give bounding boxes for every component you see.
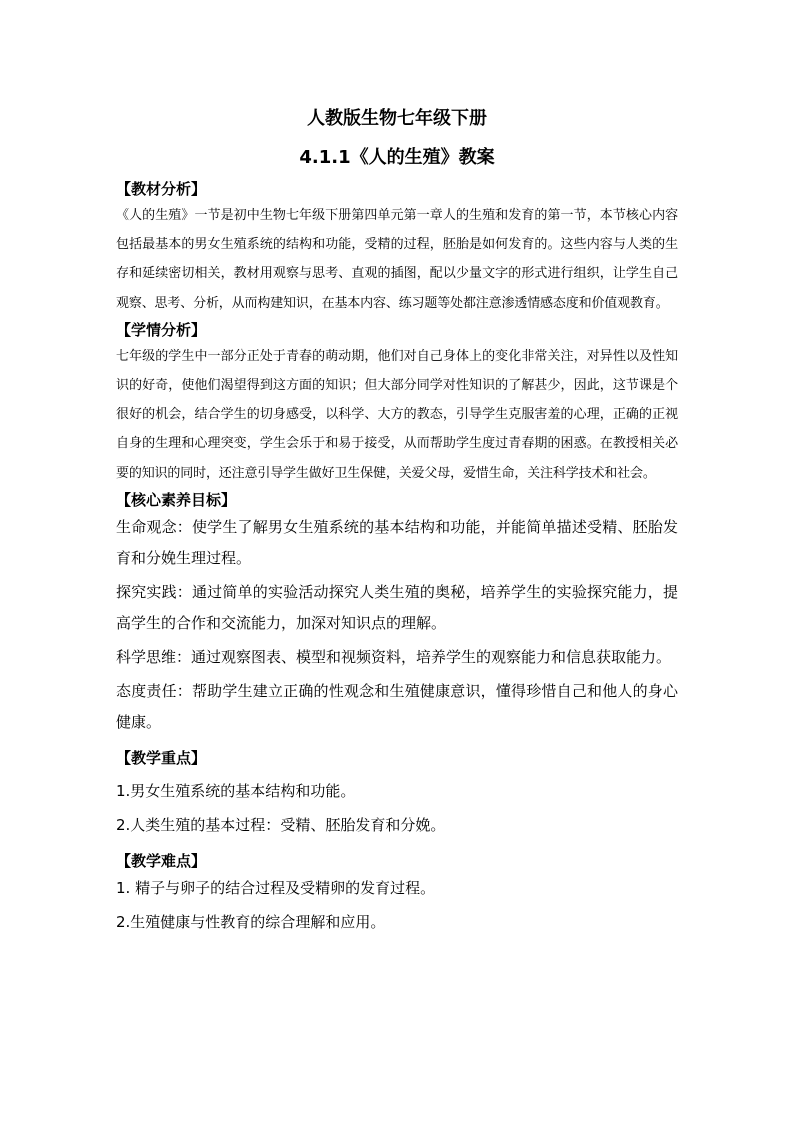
section-body: 《人的生殖》一节是初中生物七年级下册第四单元第一章人的生殖和发育的第一节，本节核心内容包括最基本的男女生殖系统的结构和功能，受精的过程，胚胎是如何发育的。这些内容与人类的生存和延续密切相关，教材用观察与思考、直观的插图，配以少量文字的形式进行组织，让学生自己观察、思考、分析，从而构建知识，在基本内容、练习题等处都注意渗透情感态度和价值观教育。 [116,208,678,311]
section-heading: 【教学难点】 [116,851,207,870]
document-title: 人教版生物七年级下册 [307,108,487,129]
section-key-points [116,746,678,841]
document-page [116,100,678,938]
section-difficult-points [116,849,678,938]
section-student-analysis [116,318,678,488]
section-body: 七年级的学生中一部分正处于青春的萌动期，他们对自己身体上的变化非常关注，对异性以及性知识的好奇，使他们渴望得到这方面的知识；但大部分同学对性知识的了解甚少，因此，这节课是个很好的机会，结合学生的切身感受，以科学、大方的教态，引导学生克服害羞的心理，正确的正视自身的生理和心理突变，学生会乐于和易于接受，从而帮助学生度过青春期的困惑。在教授相关必要的知识的同时，还注意引导学生做好卫生保健，关爱父母，爱惜生命，关注科学技术和社会。 [116,348,678,481]
section-heading: 【教材分析】 [116,180,207,198]
document-subtitle: 4.1.1《人的生殖》教案 [299,147,495,168]
goal-item: 生命观念：使学生了解男女生殖系统的基本结构和功能，并能简单描述受精、胚胎发育和分娩生理过程。 [116,517,678,567]
goal-item: 态度责任：帮助学生建立正确的性观念和生殖健康意识，懂得珍惜自己和他人的身心健康。 [116,681,678,731]
difficult-point-item: 1. 精子与卵子的结合过程及受精卵的发育过程。 [116,878,436,897]
key-point-item: 2.人类生殖的基本过程：受精、胚胎发育和分娩。 [116,815,446,834]
goal-item: 科学思维：通过观察图表、模型和视频资料，培养学生的观察能力和信息获取能力。 [116,647,672,666]
section-heading: 【核心素养目标】 [116,490,237,509]
difficult-point-item: 2.生殖健康与性教育的综合理解和应用。 [116,912,386,931]
key-point-item: 1.男女生殖系统的基本结构和功能。 [116,781,356,800]
section-heading: 【学情分析】 [116,320,207,339]
section-core-goals [116,488,678,738]
section-heading: 【教学重点】 [116,748,207,767]
section-material-analysis [116,177,678,318]
goal-item: 探究实践：通过简单的实验活动探究人类生殖的奥秘，培养学生的实验探究能力，提高学生的合作和交流能力，加深对知识点的理解。 [116,582,678,632]
